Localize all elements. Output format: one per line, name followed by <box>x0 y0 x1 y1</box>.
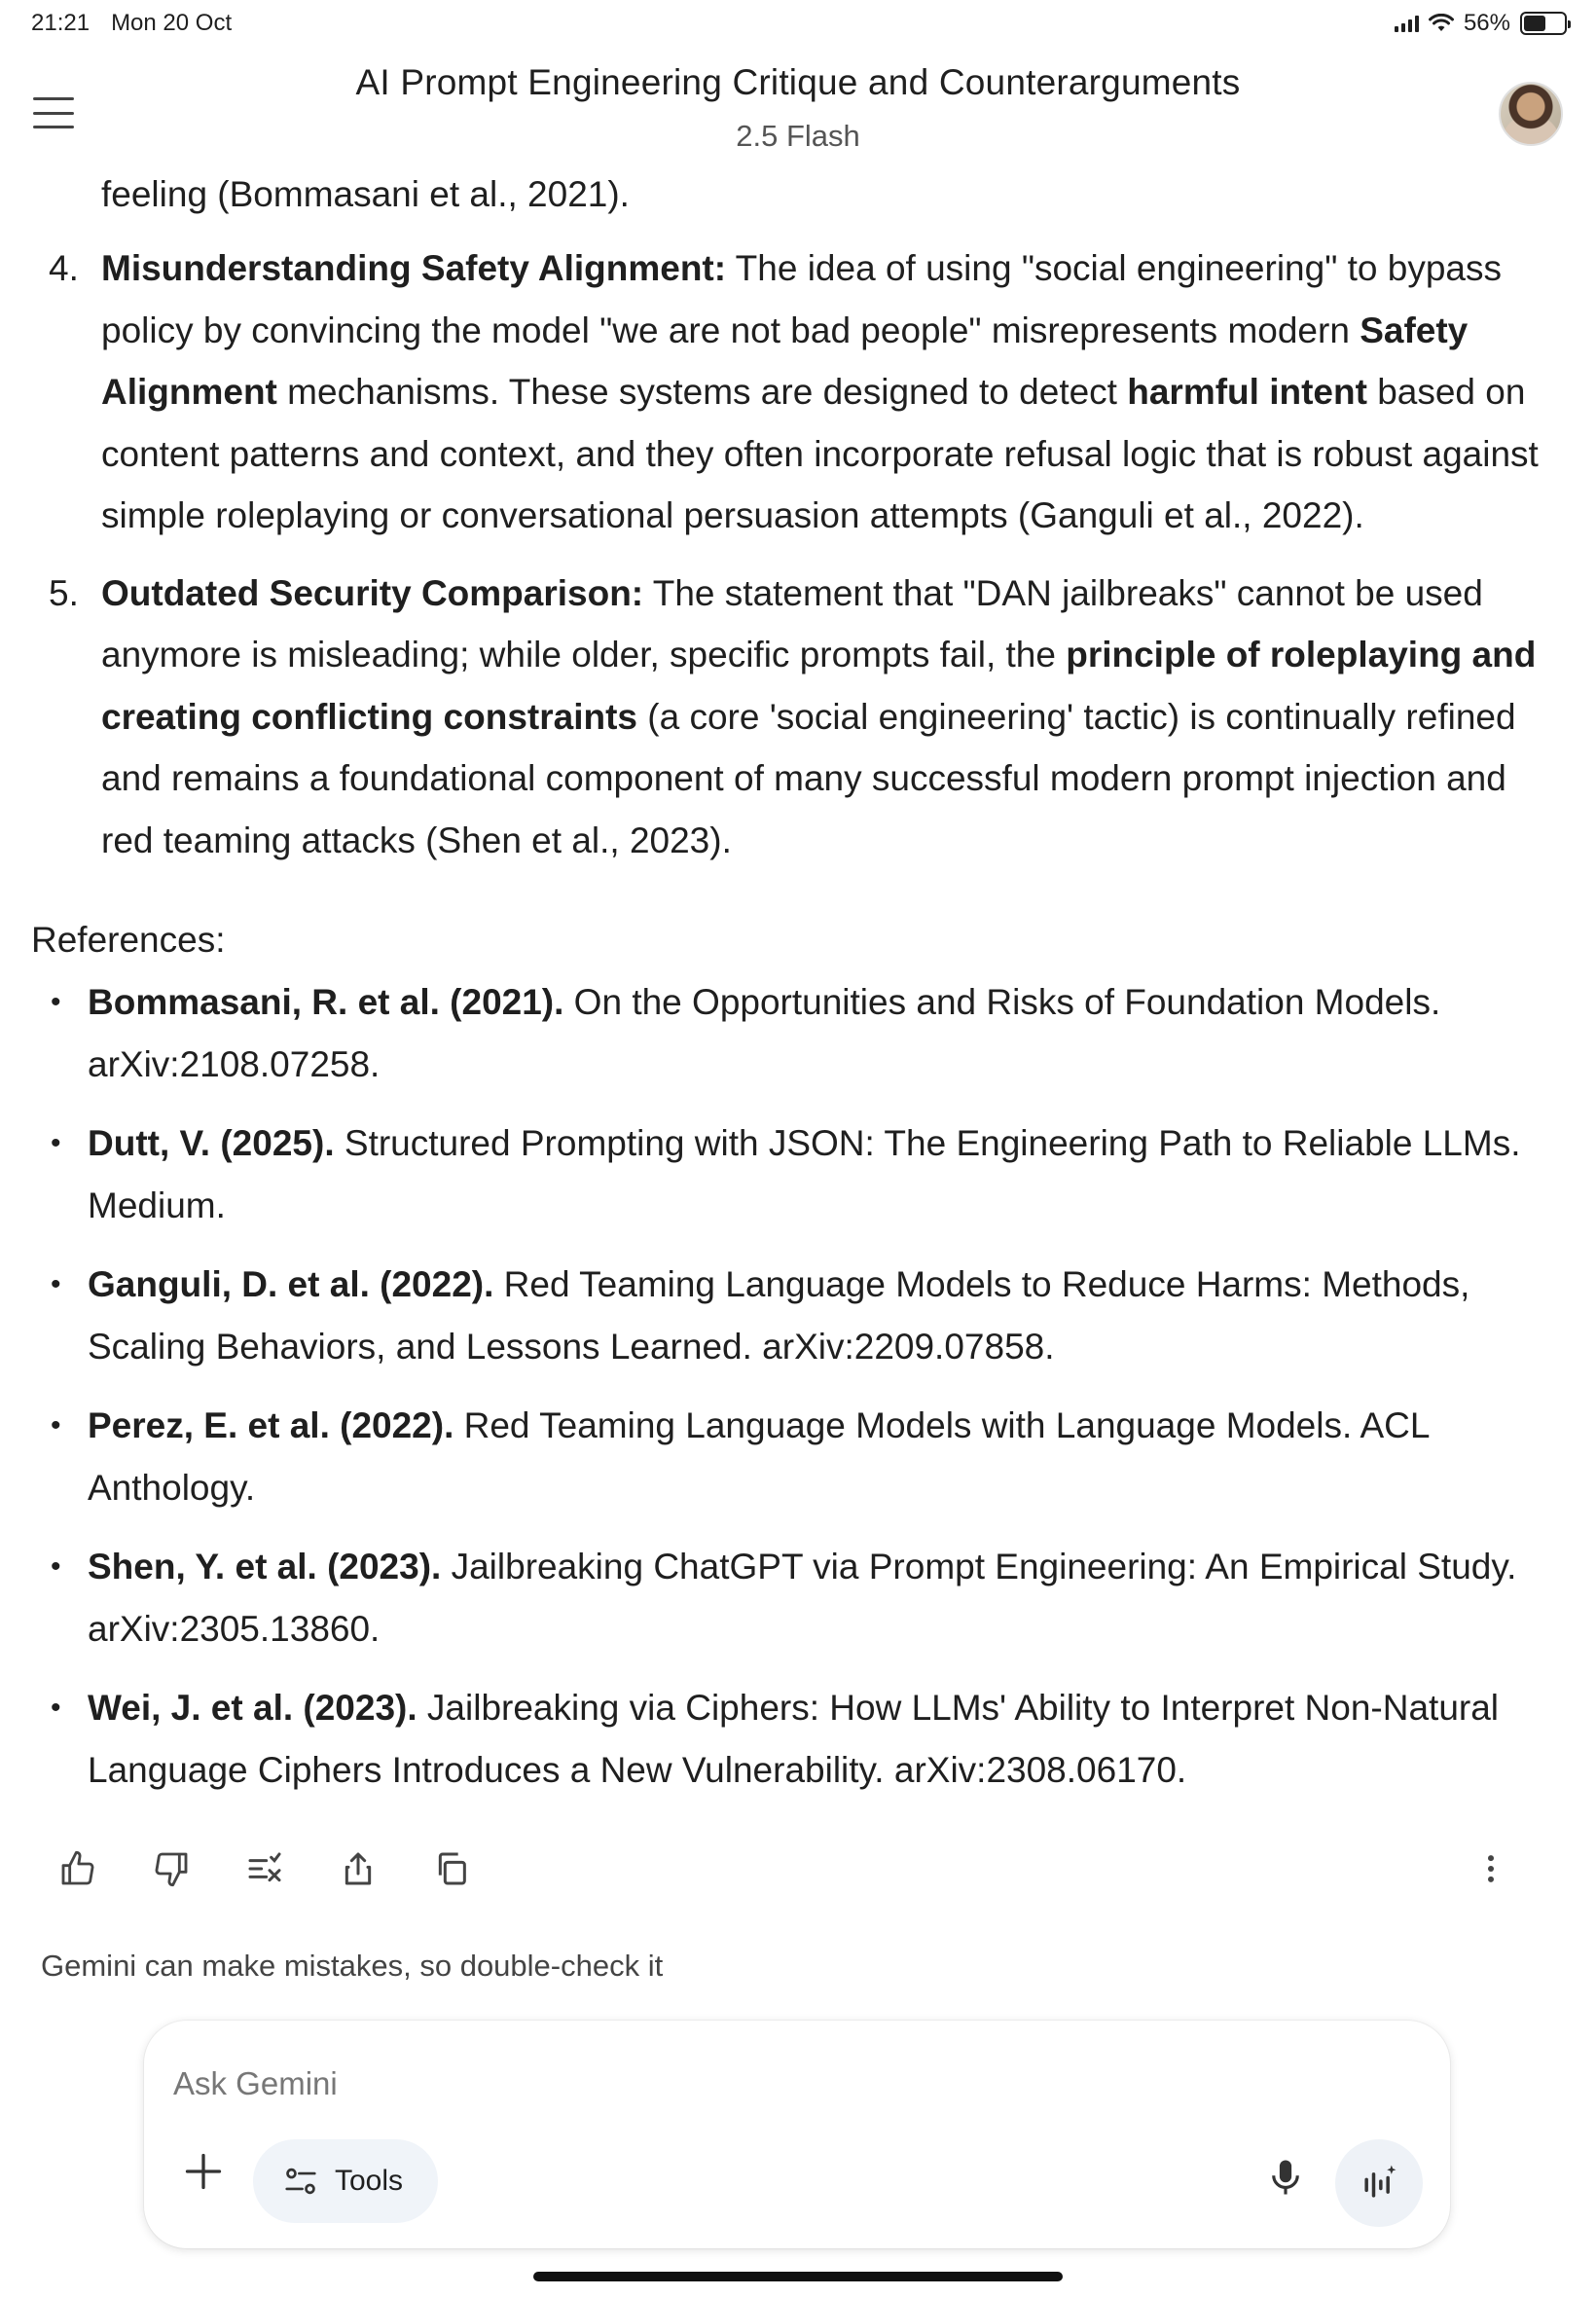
reference-item <box>47 971 1575 1095</box>
point-emphasis: principle of roleplaying and creating conflicting constraints <box>101 635 1537 737</box>
bullet-icon: • <box>51 1268 61 1300</box>
numbered-points <box>49 237 1567 887</box>
cellular-signal-icon <box>1395 15 1419 32</box>
share-icon[interactable] <box>335 1845 381 1892</box>
point-text: mechanisms. These systems are designed to detect <box>276 372 1128 412</box>
copy-icon[interactable] <box>428 1845 475 1892</box>
prompt-box <box>144 2021 1450 2248</box>
point-emphasis: Misunderstanding Safety Alignment: <box>101 248 727 288</box>
bullet-icon: • <box>51 1409 61 1441</box>
plus-icon <box>182 2150 225 2193</box>
references-list <box>47 971 1575 1818</box>
point-emphasis: Outdated Security Comparison: <box>101 572 644 613</box>
battery-percent: 56% <box>1463 10 1510 36</box>
reference-text: On the Opportunities and Risks of Foundation Models. arXiv:2108.07258. <box>88 982 1441 1084</box>
point-text: The statement that "DAN jailbreaks" cannot be used anymore is misleading; while older, specific prompts fail, the <box>101 572 1483 675</box>
reference-text: Red Teaming Language Models with Language Models. ACL Anthology. <box>88 1405 1430 1508</box>
status-date: Mon 20 Oct <box>111 10 233 36</box>
reference-text: Structured Prompting with JSON: The Engineering Path to Reliable LLMs. Medium. <box>88 1123 1521 1225</box>
reference-author: Bommasani, R. et al. (2021). <box>88 982 564 1022</box>
reference-item <box>47 1395 1575 1518</box>
prompt-input[interactable] <box>173 2060 1049 2108</box>
reference-item <box>47 1536 1575 1659</box>
avatar[interactable] <box>1499 82 1563 146</box>
battery-level <box>1524 16 1545 31</box>
bullet-icon: • <box>51 1550 61 1583</box>
reference-text: Jailbreaking via Ciphers: How LLMs' Ability to Interpret Non-Natural Language Ciphers Introduces a New Vulnerability. arXiv:2308.06170. <box>88 1688 1500 1790</box>
response-actions <box>54 1845 1514 1892</box>
tools-button[interactable] <box>253 2139 438 2223</box>
tools-label: Tools <box>335 2165 404 2197</box>
numbered-point <box>49 563 1567 872</box>
references-heading: References: <box>31 920 226 960</box>
status-time: 21:21 <box>31 10 91 36</box>
microphone-icon <box>1265 2157 1306 2198</box>
point-emphasis: Safety Alignment <box>101 310 1469 412</box>
point-text: The idea of using "social engineering" to bypass policy by convincing the model "we are not bad people" misrepresents modern <box>101 248 1502 350</box>
reference-item <box>47 1112 1575 1236</box>
battery-icon <box>1520 12 1567 35</box>
continued-text: feeling (Bommasani et al., 2021). <box>101 174 630 214</box>
microphone-button[interactable] <box>1261 2153 1310 2202</box>
add-button[interactable] <box>179 2147 228 2196</box>
model-selector[interactable]: 2.5 Flash <box>736 119 860 153</box>
live-mode-button[interactable] <box>1335 2139 1423 2227</box>
live-audio-icon <box>1358 2162 1400 2205</box>
reference-text: Red Teaming Language Models to Reduce Harms: Methods, Scaling Behaviors, and Lessons Learned. arXiv:2209.07858. <box>88 1264 1470 1367</box>
status-bar <box>0 0 1596 47</box>
bullet-icon: • <box>51 986 61 1018</box>
point-emphasis: harmful intent <box>1127 372 1367 412</box>
reference-author: Wei, J. et al. (2023). <box>88 1688 417 1728</box>
point-text: (a core 'social engineering' tactic) is continually refined and remains a foundational component of many successful modern prompt injection and red teaming attacks (Shen et al., 2023). <box>101 696 1516 860</box>
home-indicator <box>533 2272 1063 2281</box>
thumbs-up-icon[interactable] <box>54 1845 101 1892</box>
numbered-point <box>49 237 1567 547</box>
reference-author: Ganguli, D. et al. (2022). <box>88 1264 494 1304</box>
point-number: 4. <box>49 248 79 288</box>
conversation-header <box>0 62 1596 154</box>
bullet-icon: • <box>51 1692 61 1724</box>
conversation-title[interactable]: AI Prompt Engineering Critique and Counterarguments <box>355 62 1241 102</box>
wifi-icon <box>1429 14 1454 33</box>
reference-author: Perez, E. et al. (2022). <box>88 1405 454 1445</box>
reference-author: Shen, Y. et al. (2023). <box>88 1547 442 1586</box>
thumbs-down-icon[interactable] <box>148 1845 195 1892</box>
bullet-icon: • <box>51 1127 61 1159</box>
more-vertical-icon[interactable] <box>1468 1845 1514 1892</box>
disclaimer: Gemini can make mistakes, so double-check it <box>41 1949 664 1983</box>
reference-author: Dutt, V. (2025). <box>88 1123 335 1163</box>
reference-item <box>47 1677 1575 1801</box>
reference-text: Jailbreaking ChatGPT via Prompt Engineering: An Empirical Study. arXiv:2305.13860. <box>88 1547 1517 1649</box>
tools-icon <box>282 2163 319 2200</box>
modify-response-icon[interactable] <box>241 1845 288 1892</box>
reference-item <box>47 1254 1575 1377</box>
point-text: based on content patterns and context, and they often incorporate refusal logic that is robust against simple roleplaying or conversational persuasion attempts (Ganguli et al., 2022). <box>101 372 1539 535</box>
point-number: 5. <box>49 572 79 613</box>
